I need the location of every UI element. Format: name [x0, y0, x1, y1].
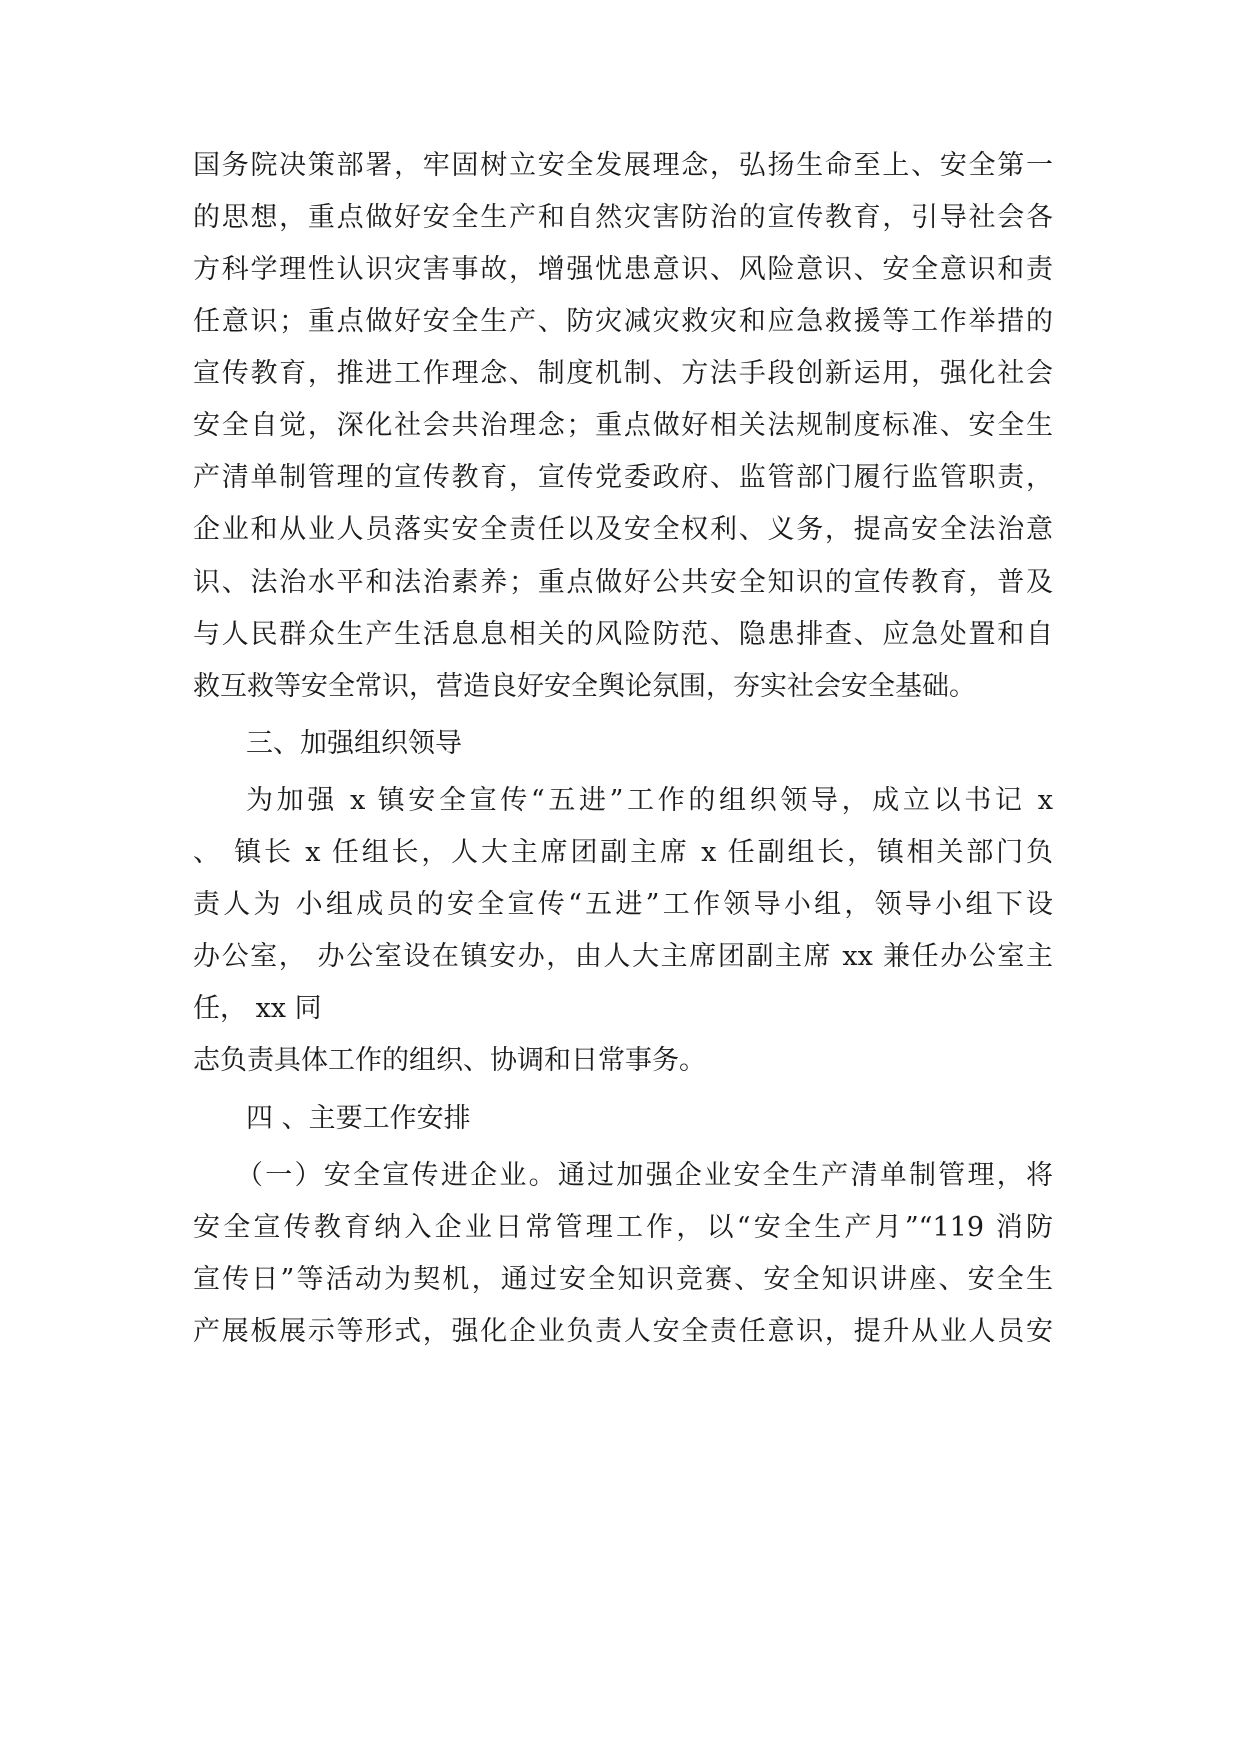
body-line: 为加强 x 镇安全宣传“五进”工作的组织领导，成立以书记 x — [246, 785, 1053, 816]
body-line: 与人民群众生产生活息息相关的风险防范、隐患排查、应急处置和自 — [193, 619, 1053, 650]
body-line: 产展板展示等形式，强化企业负责人安全责任意识，提升从业人员安 — [193, 1316, 1053, 1347]
section-heading: 四 、主要工作安排 — [246, 1103, 471, 1134]
section-heading: 三、加强组织领导 — [246, 728, 462, 759]
body-line: 、 镇长 x 任组长，人大主席团副主席 x 任副组长，镇相关部门负 — [193, 837, 1053, 868]
body-line: 任， xx 同 — [193, 993, 322, 1024]
body-line: 志负责具体工作的组织、协调和日常事务。 — [193, 1045, 706, 1076]
body-line: 的思想，重点做好安全生产和自然灾害防治的宣传教育，引导社会各 — [193, 202, 1053, 233]
body-line: 识、法治水平和法治素养；重点做好公共安全知识的宣传教育，普及 — [193, 567, 1053, 598]
body-line: 国务院决策部署，牢固树立安全发展理念，弘扬生命至上、安全第一 — [193, 150, 1053, 181]
body-line: 方科学理性认识灾害事故，增强忧患意识、风险意识、安全意识和责 — [193, 254, 1053, 285]
body-line: 企业和从业人员落实安全责任以及安全权利、义务，提高安全法治意 — [193, 514, 1053, 545]
body-line: 任意识；重点做好安全生产、防灾减灾救灾和应急救援等工作举措的 — [193, 306, 1053, 337]
body-line: 安全宣传教育纳入企业日常管理工作，以“安全生产月”“119 消防 — [193, 1212, 1053, 1243]
body-line: 宣传教育，推进工作理念、制度机制、方法手段创新运用，强化社会 — [193, 358, 1053, 389]
body-line: 安全自觉，深化社会共治理念；重点做好相关法规制度标准、安全生 — [193, 410, 1053, 441]
body-line: 产清单制管理的宣传教育，宣传党委政府、监管部门履行监管职责， — [193, 462, 1053, 493]
body-line: 办公室， 办公室设在镇安办，由人大主席团副主席 xx 兼任办公室主 — [193, 941, 1053, 972]
body-line: （一）安全宣传进企业。通过加强企业安全生产清单制管理，将 — [236, 1160, 1053, 1191]
body-line: 责人为 小组成员的安全宣传“五进”工作领导小组，领导小组下设 — [193, 889, 1053, 920]
body-line: 救互救等安全常识，营造良好安全舆论氛围，夯实社会安全基础。 — [193, 671, 976, 702]
body-line: 宣传日”等活动为契机，通过安全知识竞赛、安全知识讲座、安全生 — [193, 1264, 1053, 1295]
